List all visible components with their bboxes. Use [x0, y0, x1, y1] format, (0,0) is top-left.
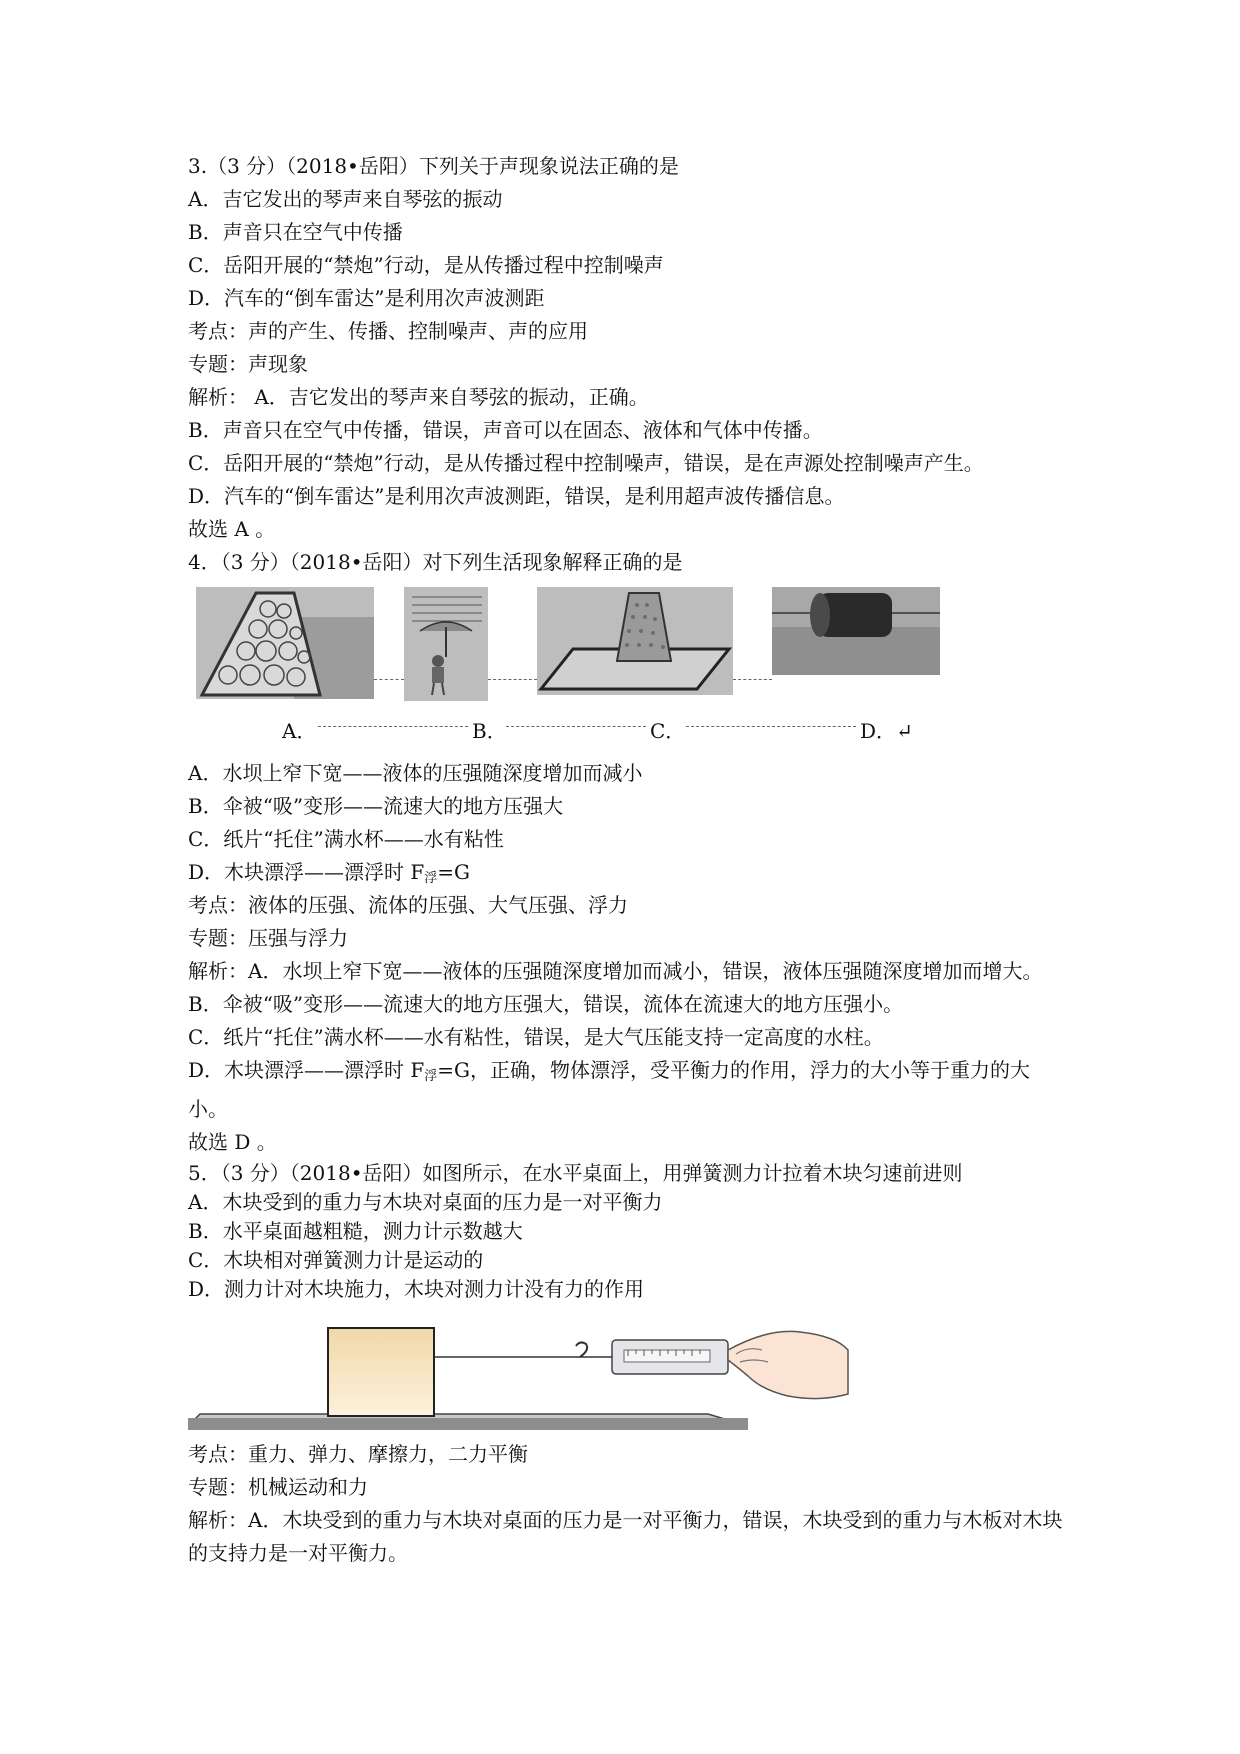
q4-option-d: D．木块漂浮——漂浮时 $F_浮=G$	[188, 860, 471, 886]
q4-option-a: A．水坝上窄下宽——液体的压强随深度增加而减小	[188, 761, 643, 785]
q4-kaodian: 考点：液体的压强、流体的压强、大气压强、浮力	[188, 893, 628, 917]
q3-stem: 3.（3 分）（2018•岳阳）下列关于声现象说法正确的是	[188, 154, 679, 178]
q4-option-c: C．纸片“托住”满水杯——水有粘性	[188, 827, 504, 851]
q5-option-a: A．木块受到的重力与木块对桌面的压力是一对平衡力	[188, 1190, 663, 1214]
figure-label-b: B．	[472, 719, 507, 743]
q3-zhuanti: 专题：声现象	[188, 352, 308, 376]
q4-jiexi-c: C．纸片“托住”满水杯——水有粘性，错误，是大气压能支持一定高度的水柱。	[188, 1025, 884, 1049]
buoyancy-subscript: 浮	[424, 1069, 438, 1084]
q4-option-b: B．伞被“吸”变形——流速大的地方压强大	[188, 794, 564, 818]
q3-jiexi-b: B．声音只在空气中传播，错误，声音可以在固态、液体和气体中传播。	[188, 418, 823, 442]
q4-jiexi-b: B．伞被“吸”变形——流速大的地方压强大，错误，流体在流速大的地方压强小。	[188, 992, 904, 1016]
figure-baseline-segment	[733, 679, 772, 680]
water-cup-figure	[537, 587, 733, 695]
q3-jiexi-d: D．汽车的“倒车雷达”是利用次声波测距，错误，是利用超声波传播信息。	[188, 484, 845, 508]
q3-jiexi-a: 解析： A．吉它发出的琴声来自琴弦的振动，正确。	[188, 385, 649, 409]
q5-zhuanti: 专题：机械运动和力	[188, 1475, 368, 1499]
q3-answer: 故选 A 。	[188, 517, 276, 541]
label-dash-line	[686, 726, 856, 727]
label-dash-line	[506, 726, 646, 727]
figure-label-c: C．	[650, 719, 686, 743]
q5-option-b: B．水平桌面越粗糙，测力计示数越大	[188, 1219, 523, 1243]
document-page	[188, 150, 1068, 1570]
label-dash-line	[318, 726, 468, 727]
q4-answer: 故选 D 。	[188, 1130, 277, 1154]
q4-jiexi-a: 解析：A．水坝上窄下宽——液体的压强随深度增加而减小，错误，液体压强随深度增加而增大。	[188, 959, 1043, 983]
figure-baseline-segment	[374, 679, 404, 680]
q5-jiexi-a: 解析：A．木块受到的重力与木块对桌面的压力是一对平衡力，错误，木块受到的重力与木板对木块的支持力是一对平衡力。	[188, 1508, 1063, 1565]
figure-label-a: A．	[282, 719, 317, 743]
buoyancy-subscript: 浮	[424, 871, 438, 886]
q3-jiexi-c: C．岳阳开展的“禁炮”行动，是从传播过程中控制噪声，错误，是在声源处控制噪声产生。	[188, 451, 984, 475]
q5-kaodian: 考点：重力、弹力、摩擦力，二力平衡	[188, 1442, 528, 1466]
q3-option-b: B．声音只在空气中传播	[188, 220, 403, 244]
q4-stem: 4．（3 分）（2018•岳阳）对下列生活现象解释正确的是	[188, 550, 683, 574]
q5-figure	[188, 1310, 1068, 1430]
q3-option-d: D．汽车的“倒车雷达”是利用次声波测距	[188, 286, 545, 310]
spring-scale-figure	[188, 1310, 918, 1430]
q5-stem: 5．（3 分）（2018•岳阳）如图所示，在水平桌面上，用弹簧测力计拉着木块匀速前进则	[188, 1161, 963, 1185]
q3-option-a: A．吉它发出的琴声来自琴弦的振动	[188, 187, 503, 211]
q4-zhuanti: 专题：压强与浮力	[188, 926, 348, 950]
q5-option-c: C．木块相对弹簧测力计是运动的	[188, 1248, 484, 1272]
q4-figure-row	[188, 587, 1068, 747]
figure-label-d: D．↵	[860, 719, 913, 743]
umbrella-figure	[404, 587, 488, 701]
figure-baseline-segment	[488, 679, 537, 680]
floating-wood-figure	[772, 587, 940, 675]
q3-option-c: C．岳阳开展的“禁炮”行动，是从传播过程中控制噪声	[188, 253, 664, 277]
q5-option-d: D．测力计对木块施力，木块对测力计没有力的作用	[188, 1277, 645, 1301]
q3-kaodian: 考点：声的产生、传播、控制噪声、声的应用	[188, 319, 588, 343]
q4-jiexi-d: D．木块漂浮——漂浮时 $F_浮=G$，正确，物体漂浮，受平衡力的作用，浮力的大小等于重力的大小。	[188, 1058, 1031, 1121]
dam-figure	[196, 587, 374, 699]
